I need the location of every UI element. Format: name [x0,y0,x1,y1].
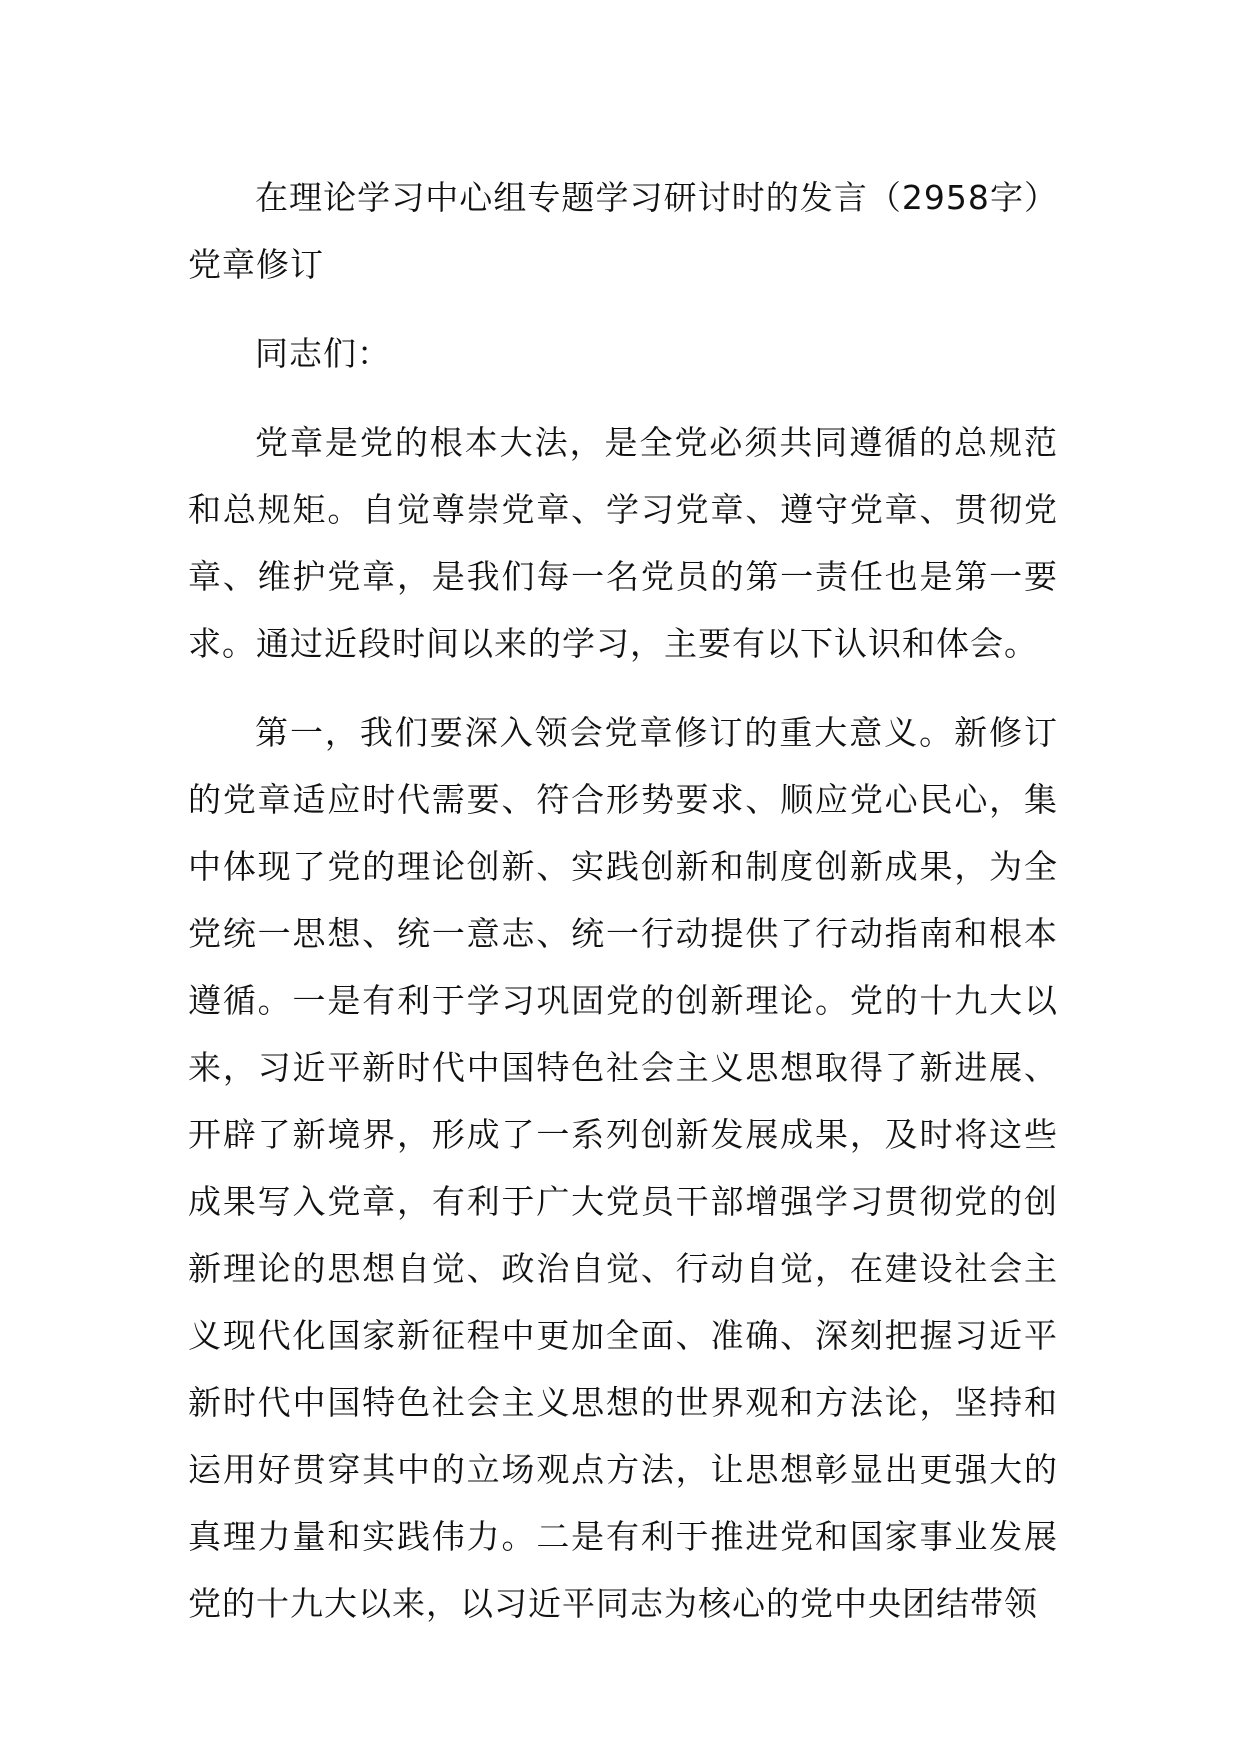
document-title: 在理论学习中心组专题学习研讨时的发言（2958字）党章修订 [188,178,1058,284]
document-body [188,164,1058,1659]
salutation: 同志们： [255,334,391,373]
paragraph-first-point: 第一，我们要深入领会党章修订的重大意义。新修订的党章适应时代需要、符合形势要求、顺应党心民心，集中体现了党的理论创新、实践创新和制度创新成果，为全党统一思想、统一意志、统一行动提供了行动指南和根本遵循。一是有利于学习巩固党的创新理论。党的十九大以来，习近平新时代中国特色社会主义思想取得了新进展、开辟了新境界，形成了一系列创新发展成果，及时将这些成果写入党章，有利于广大党员干部增强学习贯彻党的创新理论的思想自觉、政治自觉、行动自觉，在建设社会主义现代化国家新征程中更加全面、准确、深刻把握习近平新时代中国特色社会主义思想的世界观和方法论，坚持和运用好贯穿其中的立场观点方法，让思想彰显出更强大的真理力量和实践伟力。二是有利于推进党和国家事业发展党的十九大以来，以习近平同志为核心的党中央团结带领 [188,713,1058,1623]
paragraph-intro: 党章是党的根本大法，是全党必须共同遵循的总规范和总规矩。自觉尊崇党章、学习党章、遵守党章、贯彻党章、维护党章，是我们每一名党员的第一责任也是第一要求。通过近段时间以来的学习，主要有以下认识和体会。 [188,423,1058,663]
